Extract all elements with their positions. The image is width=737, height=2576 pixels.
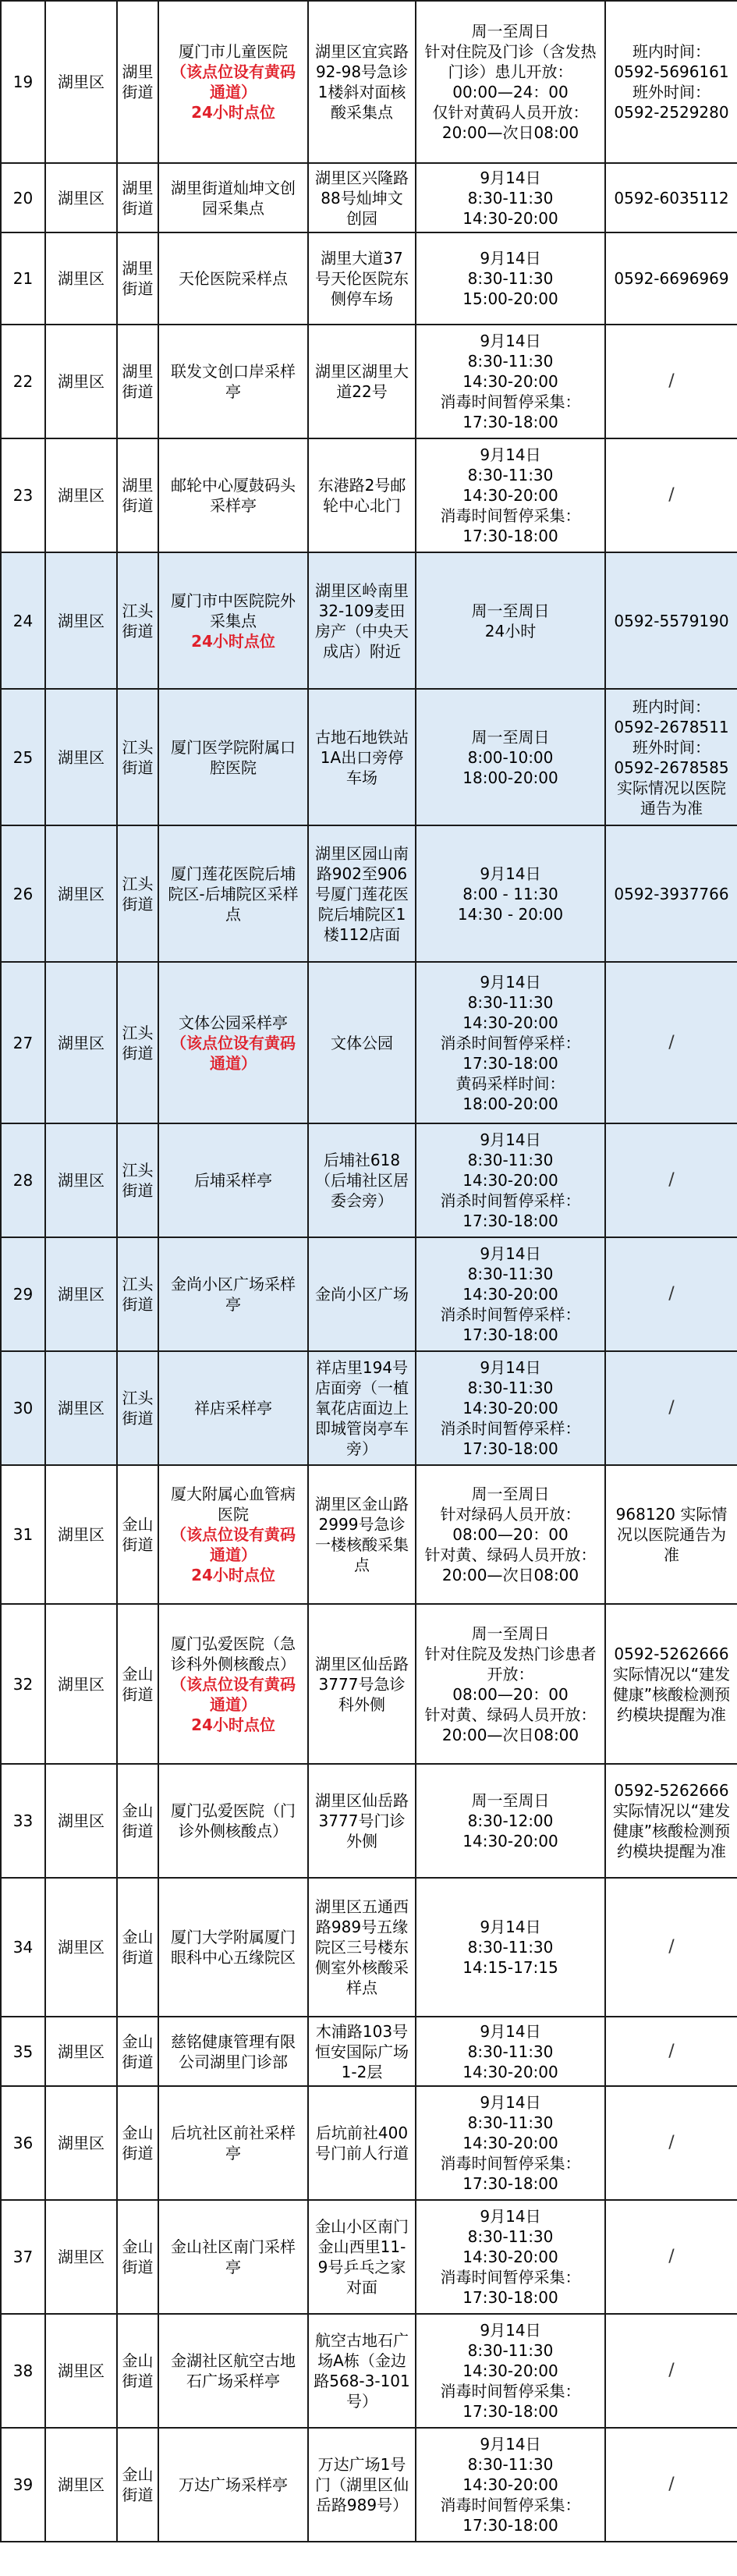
- time-cell: [416, 1, 605, 163]
- time-cell: [416, 438, 605, 552]
- time-line: 14:30-20:00: [462, 2062, 558, 2081]
- time-line: 14:30-20:00: [462, 1832, 558, 1850]
- street-cell: 金山街道: [117, 1604, 158, 1764]
- time-cell: [416, 2017, 605, 2086]
- row-number: 28: [1, 1123, 45, 1237]
- contact-cell: /: [605, 1351, 737, 1465]
- site-note-red: 24小时点位: [191, 1566, 275, 1584]
- time-line: 14:30-20:00: [462, 1013, 558, 1032]
- contact-cell: /: [605, 2200, 737, 2314]
- time-line: 24小时: [484, 621, 537, 640]
- time-line: 20:00—次日08:00: [441, 1566, 579, 1584]
- street-cell: 湖里街道: [117, 438, 158, 552]
- time-line: 针对住院及发热门诊患者开放：: [424, 1644, 597, 1684]
- time-line: 9月14日: [480, 332, 541, 350]
- time-line: 消杀时间暂停采样：: [440, 1419, 581, 1438]
- table-row: [1, 552, 737, 689]
- site-name-cell: [158, 552, 308, 689]
- contact-cell: 0592-3937766: [605, 825, 737, 962]
- site-name: 联发文创口岸采样亭: [171, 362, 296, 401]
- site-name-cell: [158, 1, 308, 163]
- street-cell: 湖里街道: [117, 1, 158, 163]
- time-cell: [416, 1123, 605, 1237]
- site-name-cell: [158, 689, 308, 825]
- site-note-red: （该点位设有黄码通道）: [171, 1033, 296, 1073]
- time-line: 9月14日: [480, 168, 541, 187]
- time-line: 17:30-18:00: [462, 1325, 558, 1344]
- time-cell: [416, 1604, 605, 1764]
- time-line: 9月14日: [480, 2435, 541, 2454]
- district-cell: 湖里区: [45, 1237, 117, 1351]
- time-line: 消毒时间暂停采集：: [440, 2268, 581, 2287]
- site-name: 厦门莲花医院后埔院区-后埔院区采样点: [168, 864, 299, 924]
- row-number: 34: [1, 1878, 45, 2017]
- street-cell: 湖里街道: [117, 163, 158, 232]
- time-line: 8:30-11:30: [467, 466, 554, 484]
- time-line: 周一至周日: [471, 727, 550, 747]
- contact-cell: /: [605, 2086, 737, 2200]
- site-note-red: （该点位设有黄码通道）: [171, 1525, 296, 1564]
- time-line: 9月14日: [480, 2207, 541, 2226]
- street-cell: 金山街道: [117, 1764, 158, 1878]
- row-number: 32: [1, 1604, 45, 1764]
- time-cell: [416, 163, 605, 232]
- site-name-cell: [158, 232, 308, 325]
- address-cell: 湖里区兴隆路88号灿坤文创园: [308, 163, 416, 232]
- address-cell: 金山小区南门金山西里11-9号乒乓之家对面: [308, 2200, 416, 2314]
- contact-cell: /: [605, 325, 737, 438]
- time-line: 14:30-20:00: [462, 2361, 558, 2380]
- site-name-cell: [158, 438, 308, 552]
- time-line: 14:30-20:00: [462, 2475, 558, 2494]
- time-line: 9月14日: [480, 2321, 541, 2340]
- site-name: 万达广场采样亭: [179, 2475, 288, 2494]
- time-line: 8:30-11:30: [467, 992, 554, 1012]
- time-line: 17:30-18:00: [462, 2174, 558, 2193]
- table-row: [1, 232, 737, 325]
- contact-cell: /: [605, 2017, 737, 2086]
- time-line: 15:00-20:00: [462, 289, 558, 308]
- address-cell: 湖里区园山南路902至906号厦门莲花医院后埔院区1楼112店面: [308, 825, 416, 962]
- time-line: 针对绿码人员开放：: [440, 1505, 581, 1524]
- time-line: 8:00-10:00: [467, 747, 554, 767]
- contact-cell: /: [605, 1237, 737, 1351]
- district-cell: 湖里区: [45, 2428, 117, 2542]
- district-cell: 湖里区: [45, 438, 117, 552]
- table-row: [1, 325, 737, 438]
- row-number: 39: [1, 2428, 45, 2542]
- district-cell: 湖里区: [45, 552, 117, 689]
- table-row: [1, 1465, 737, 1604]
- time-line: 周一至周日: [471, 1623, 550, 1643]
- table-row: [1, 1237, 737, 1351]
- site-name: 厦门大学附属厦门眼科中心五缘院区: [171, 1928, 296, 1967]
- time-line: 8:30-11:30: [467, 2455, 554, 2474]
- time-cell: [416, 552, 605, 689]
- contact-cell: 班内时间：0592-5696161 班外时间：0592-2529280: [605, 1, 737, 163]
- time-line: 14:30-20:00: [462, 1171, 558, 1190]
- district-cell: 湖里区: [45, 1604, 117, 1764]
- time-line: 18:00-20:00: [462, 1094, 558, 1113]
- row-number: 19: [1, 1, 45, 163]
- time-line: 14:30-20:00: [462, 372, 558, 391]
- district-cell: 湖里区: [45, 1351, 117, 1465]
- time-line: 8:30-11:30: [467, 2042, 554, 2061]
- site-name: 厦门弘爱医院（门诊外侧核酸点）: [171, 1801, 296, 1840]
- address-cell: 湖里区仙岳路3777号急诊科外侧: [308, 1604, 416, 1764]
- site-name: 金湖社区航空古地石广场采样亭: [171, 2351, 296, 2390]
- time-line: 8:30-11:30: [467, 1938, 554, 1957]
- address-cell: 湖里区宜宾路92-98号急诊1楼斜对面核酸采集点: [308, 1, 416, 163]
- site-note-red: （该点位设有黄码通道）: [171, 1674, 296, 1714]
- time-cell: [416, 1878, 605, 2017]
- site-name: 厦门医学院附属口腔医院: [171, 737, 296, 777]
- time-cell: [416, 1764, 605, 1878]
- row-number: 21: [1, 232, 45, 325]
- row-number: 38: [1, 2314, 45, 2428]
- site-name: 金山社区南门采样亭: [171, 2237, 296, 2276]
- time-line: 9月14日: [480, 1244, 541, 1263]
- district-cell: 湖里区: [45, 232, 117, 325]
- district-cell: 湖里区: [45, 2017, 117, 2086]
- time-line: 9月14日: [480, 1358, 541, 1377]
- site-name-cell: [158, 2086, 308, 2200]
- table-body: [1, 1, 737, 2542]
- row-number: 27: [1, 962, 45, 1123]
- contact-cell: /: [605, 2314, 737, 2428]
- time-line: 8:30-11:30: [467, 1151, 554, 1169]
- contact-cell: /: [605, 1878, 737, 2017]
- site-name-cell: [158, 1764, 308, 1878]
- table-row: [1, 1764, 737, 1878]
- contact-cell: /: [605, 962, 737, 1123]
- time-line: 14:30-20:00: [462, 208, 558, 228]
- contact-cell: /: [605, 1123, 737, 1237]
- time-line: 消杀时间暂停采样：: [440, 1305, 581, 1324]
- time-line: 8:30-11:30: [467, 2341, 554, 2360]
- street-cell: 湖里街道: [117, 232, 158, 325]
- row-number: 22: [1, 325, 45, 438]
- time-line: 14:30 - 20:00: [457, 904, 564, 924]
- time-line: 消毒时间暂停采集：: [440, 2154, 581, 2173]
- table-row: [1, 438, 737, 552]
- site-name-cell: [158, 2314, 308, 2428]
- table-row: [1, 1, 737, 163]
- site-name-cell: [158, 325, 308, 438]
- site-name-cell: [158, 1237, 308, 1351]
- table-row: [1, 689, 737, 825]
- address-cell: 湖里区五通西路989号五缘院区三号楼东侧室外核酸采样点: [308, 1878, 416, 2017]
- street-cell: 金山街道: [117, 1465, 158, 1604]
- row-number: 33: [1, 1764, 45, 1878]
- site-name-cell: [158, 825, 308, 962]
- time-line: 8:30-11:30: [467, 352, 554, 371]
- street-cell: 金山街道: [117, 1878, 158, 2017]
- row-number: 25: [1, 689, 45, 825]
- table-row: [1, 825, 737, 962]
- street-cell: 江头街道: [117, 689, 158, 825]
- time-line: 消毒时间暂停采集：: [440, 506, 581, 525]
- address-cell: 湖里区仙岳路3777号门诊外侧: [308, 1764, 416, 1878]
- site-name: 天伦医院采样点: [179, 269, 288, 288]
- time-line: 9月14日: [480, 972, 541, 992]
- contact-cell: 班内时间：0592-2678511 班外时间：0592-2678585 实际情况以医院通告为准: [605, 689, 737, 825]
- site-name: 文体公园采样亭: [179, 1013, 288, 1032]
- contact-cell: 0592-6696969: [605, 232, 737, 325]
- contact-cell: /: [605, 438, 737, 552]
- site-name-cell: [158, 2428, 308, 2542]
- time-line: 8:00 - 11:30: [462, 884, 558, 903]
- address-cell: 木浦路103号恒安国际广场1-2层: [308, 2017, 416, 2086]
- table-row: [1, 962, 737, 1123]
- time-line: 17:30-18:00: [462, 413, 558, 431]
- district-cell: 湖里区: [45, 1764, 117, 1878]
- site-name-cell: [158, 1123, 308, 1237]
- street-cell: 江头街道: [117, 1123, 158, 1237]
- contact-cell: 0592-5262666 实际情况以“建发健康”核酸检测预约模块提醒为准: [605, 1604, 737, 1764]
- row-number: 23: [1, 438, 45, 552]
- row-number: 24: [1, 552, 45, 689]
- district-cell: 湖里区: [45, 1, 117, 163]
- time-line: 周一至周日: [471, 601, 550, 620]
- time-line: 周一至周日: [471, 22, 550, 41]
- table-row: [1, 2428, 737, 2542]
- time-line: 18:00-20:00: [462, 768, 558, 787]
- table-row: [1, 1351, 737, 1465]
- district-cell: 湖里区: [45, 1465, 117, 1604]
- time-line: 消毒时间暂停采集：: [440, 392, 581, 411]
- time-cell: [416, 1237, 605, 1351]
- time-line: 14:30-20:00: [462, 1285, 558, 1304]
- street-cell: 金山街道: [117, 2086, 158, 2200]
- row-number: 29: [1, 1237, 45, 1351]
- address-cell: 文体公园: [308, 962, 416, 1123]
- time-line: 消毒时间暂停采集：: [440, 2496, 581, 2514]
- address-cell: 后坑前社400号门前人行道: [308, 2086, 416, 2200]
- time-line: 9月14日: [480, 2093, 541, 2112]
- site-name-cell: [158, 1351, 308, 1465]
- site-name-cell: [158, 2200, 308, 2314]
- row-number: 37: [1, 2200, 45, 2314]
- time-cell: [416, 2200, 605, 2314]
- time-line: 消杀时间暂停采样：: [440, 1191, 581, 1210]
- time-cell: [416, 962, 605, 1123]
- time-cell: [416, 825, 605, 962]
- time-line: 20:00—次日08:00: [441, 123, 579, 142]
- time-line: 00:00—24：00: [452, 83, 569, 101]
- time-line: 消毒时间暂停采集：: [440, 2382, 581, 2400]
- table-row: [1, 163, 737, 232]
- site-name-cell: [158, 2017, 308, 2086]
- address-cell: 湖里区湖里大道22号: [308, 325, 416, 438]
- time-line: 8:30-11:30: [467, 188, 554, 208]
- site-name-cell: [158, 1878, 308, 2017]
- row-number: 35: [1, 2017, 45, 2086]
- time-line: 仅针对黄码人员开放：: [432, 103, 589, 122]
- time-line: 黄码采样时间：: [455, 1073, 565, 1093]
- street-cell: 江头街道: [117, 1237, 158, 1351]
- time-line: 8:30-11:30: [467, 1265, 554, 1283]
- district-cell: 湖里区: [45, 163, 117, 232]
- row-number: 31: [1, 1465, 45, 1604]
- time-line: 14:30-20:00: [462, 2134, 558, 2152]
- time-line: 20:00—次日08:00: [441, 1725, 579, 1744]
- time-line: 17:30-18:00: [462, 2516, 558, 2535]
- time-line: 08:00—20：00: [452, 1525, 569, 1544]
- street-cell: 湖里街道: [117, 325, 158, 438]
- site-note-red: 24小时点位: [191, 103, 275, 122]
- address-cell: 金尚小区广场: [308, 1237, 416, 1351]
- address-cell: 祥店里194号店面旁（一植氧花店面边上即城管岗亭车旁）: [308, 1351, 416, 1465]
- address-cell: 东港路2号邮轮中心北门: [308, 438, 416, 552]
- time-cell: [416, 325, 605, 438]
- time-line: 17:30-18:00: [462, 2402, 558, 2421]
- time-line: 17:30-18:00: [462, 527, 558, 545]
- time-line: 9月14日: [480, 249, 541, 268]
- site-name: 后坑社区前社采样亭: [171, 2124, 296, 2163]
- time-line: 14:15-17:15: [462, 1958, 558, 1977]
- table-row: [1, 2017, 737, 2086]
- table-row: [1, 2314, 737, 2428]
- site-name: 厦门弘爱医院（急诊科外侧核酸点）: [171, 1634, 296, 1673]
- table-row: [1, 2086, 737, 2200]
- district-cell: 湖里区: [45, 962, 117, 1123]
- district-cell: 湖里区: [45, 1878, 117, 2017]
- time-line: 14:30-20:00: [462, 2248, 558, 2266]
- site-note-red: 24小时点位: [191, 1715, 275, 1734]
- time-line: 9月14日: [480, 864, 541, 883]
- site-note-red: （该点位设有黄码通道）: [171, 62, 296, 101]
- district-cell: 湖里区: [45, 689, 117, 825]
- site-name-cell: [158, 1465, 308, 1604]
- site-name: 湖里街道灿坤文创园采集点: [171, 178, 296, 218]
- time-cell: [416, 2428, 605, 2542]
- district-cell: 湖里区: [45, 2200, 117, 2314]
- contact-cell: 968120 实际情况以医院通告为准: [605, 1465, 737, 1604]
- time-cell: [416, 1465, 605, 1604]
- district-cell: 湖里区: [45, 2086, 117, 2200]
- site-name-cell: [158, 1604, 308, 1764]
- street-cell: 金山街道: [117, 2314, 158, 2428]
- site-name-cell: [158, 962, 308, 1123]
- street-cell: 江头街道: [117, 1351, 158, 1465]
- address-cell: 航空古地石广场A栋（金边路568-3-101号）: [308, 2314, 416, 2428]
- time-line: 8:30-11:30: [467, 2113, 554, 2132]
- time-line: 17:30-18:00: [462, 1439, 558, 1458]
- street-cell: 江头街道: [117, 825, 158, 962]
- time-line: 14:30-20:00: [462, 486, 558, 505]
- street-cell: 金山街道: [117, 2428, 158, 2542]
- site-name: 厦大附属心血管病医院: [171, 1485, 296, 1524]
- site-name-cell: [158, 163, 308, 232]
- time-cell: [416, 232, 605, 325]
- time-line: 08:00—20：00: [452, 1684, 569, 1704]
- contact-cell: 0592-5262666 实际情况以“建发健康”核酸检测预约模块提醒为准: [605, 1764, 737, 1878]
- street-cell: 江头街道: [117, 962, 158, 1123]
- street-cell: 江头街道: [117, 552, 158, 689]
- time-line: 周一至周日: [471, 1485, 550, 1503]
- site-name: 邮轮中心厦鼓码头采样亭: [171, 476, 296, 515]
- row-number: 20: [1, 163, 45, 232]
- time-line: 9月14日: [480, 445, 541, 464]
- site-name: 慈铭健康管理有限公司湖里门诊部: [171, 2031, 296, 2071]
- site-name: 金尚小区广场采样亭: [171, 1275, 296, 1314]
- contact-cell: 0592-6035112: [605, 163, 737, 232]
- street-cell: 金山街道: [117, 2017, 158, 2086]
- district-cell: 湖里区: [45, 825, 117, 962]
- row-number: 30: [1, 1351, 45, 1465]
- street-cell: 金山街道: [117, 2200, 158, 2314]
- table-row: [1, 2200, 737, 2314]
- district-cell: 湖里区: [45, 1123, 117, 1237]
- site-name: 厦门市儿童医院: [179, 42, 288, 61]
- district-cell: 湖里区: [45, 2314, 117, 2428]
- time-line: 14:30-20:00: [462, 1399, 558, 1418]
- time-line: 17:30-18:00: [462, 2288, 558, 2307]
- time-line: 17:30-18:00: [462, 1053, 558, 1073]
- site-name: 厦门市中医院院外采集点: [171, 591, 296, 630]
- table-row: [1, 1123, 737, 1237]
- time-line: 针对黄、绿码人员开放：: [424, 1705, 597, 1724]
- table-row: [1, 1604, 737, 1764]
- time-line: 针对住院及门诊（含发热门诊）患儿开放：: [424, 42, 597, 81]
- time-line: 针对黄、绿码人员开放：: [424, 1545, 597, 1564]
- site-note-red: 24小时点位: [191, 631, 275, 651]
- contact-cell: 0592-5579190: [605, 552, 737, 689]
- site-name: 后埔采样亭: [194, 1171, 272, 1190]
- address-cell: 万达广场1号门（湖里区仙岳路989号）: [308, 2428, 416, 2542]
- row-number: 26: [1, 825, 45, 962]
- time-cell: [416, 1351, 605, 1465]
- time-line: 周一至周日: [471, 1791, 550, 1810]
- contact-cell: /: [605, 2428, 737, 2542]
- table-row: [1, 1878, 737, 2017]
- address-cell: 后埔社618（后埔社区居委会旁）: [308, 1123, 416, 1237]
- time-line: 17:30-18:00: [462, 1212, 558, 1230]
- address-cell: 湖里区岭南里32-109麦田房产（中央天成店）附近: [308, 552, 416, 689]
- time-line: 8:30-11:30: [467, 2227, 554, 2246]
- district-cell: 湖里区: [45, 325, 117, 438]
- row-number: 36: [1, 2086, 45, 2200]
- time-cell: [416, 2086, 605, 2200]
- address-cell: 古地石地铁站1A出口旁停车场: [308, 689, 416, 825]
- time-line: 9月14日: [480, 2021, 541, 2041]
- time-line: 消杀时间暂停采样：: [440, 1033, 581, 1052]
- time-line: 9月14日: [480, 1130, 541, 1149]
- time-cell: [416, 2314, 605, 2428]
- time-cell: [416, 689, 605, 825]
- address-cell: 湖里大道37号天伦医院东侧停车场: [308, 232, 416, 325]
- time-line: 8:30-12:00: [467, 1811, 554, 1830]
- time-line: 8:30-11:30: [467, 269, 554, 288]
- address-cell: 湖里区金山路2999号急诊一楼核酸采集点: [308, 1465, 416, 1604]
- time-line: 8:30-11:30: [467, 1378, 554, 1397]
- time-line: 9月14日: [480, 1918, 541, 1936]
- site-name: 祥店采样亭: [194, 1399, 272, 1418]
